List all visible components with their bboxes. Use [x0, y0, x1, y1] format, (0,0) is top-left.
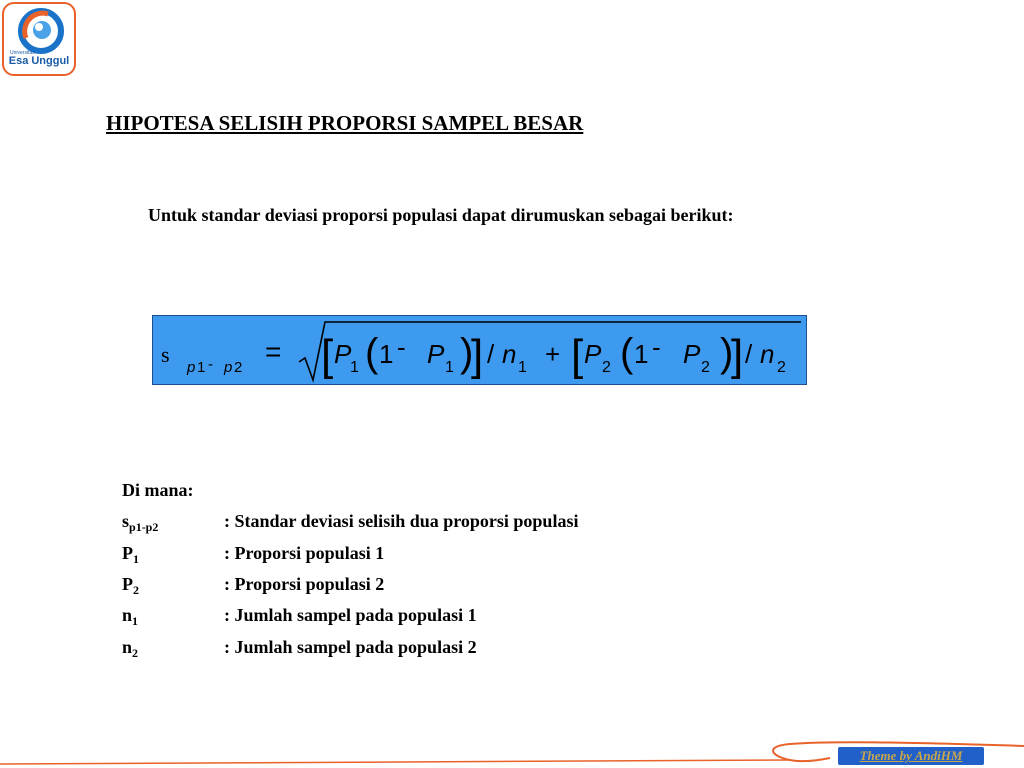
- formula-svg: [153, 316, 808, 386]
- formula-plus: +: [545, 339, 561, 369]
- definition-symbol: $n_1$: [122, 605, 139, 628]
- formula-minus-2: -: [652, 332, 661, 362]
- definition-description: : Standar deviasi selisih dua proporsi populasi: [224, 511, 579, 531]
- formula-open-paren-1: (: [365, 331, 379, 375]
- definition-description: : Proporsi populasi 2: [224, 574, 385, 594]
- definition-description: : Proporsi populasi 1: [224, 543, 385, 563]
- definition-row: [122, 605, 822, 635]
- definition-symbol: $n_2$: [122, 637, 139, 660]
- formula-sub-n2: 2: [777, 359, 786, 376]
- logo-emblem-icon: [18, 8, 64, 54]
- formula-slash-1: /: [487, 339, 495, 369]
- formula-sub-p2: p: [224, 359, 233, 376]
- formula-sub-P1-a: 1: [350, 359, 359, 376]
- intro-text: Untuk standar deviasi proporsi populasi dapat dirumuskan sebagai berikut:: [148, 205, 734, 225]
- formula-open-bracket-2: [: [571, 331, 584, 380]
- definition-symbol: $s_{p1-p2}$: [122, 511, 159, 534]
- formula-P1-a: P: [334, 339, 352, 369]
- formula-minus-1: -: [397, 332, 406, 362]
- formula-one-2: 1: [634, 339, 649, 369]
- definition-row: [122, 637, 822, 667]
- definition-row: [122, 543, 822, 573]
- formula-sub-n1: 1: [518, 359, 527, 376]
- logo-university-name: Esa Unggul: [8, 55, 70, 67]
- formula-one-1: 1: [379, 339, 394, 369]
- formula-open-bracket-1: [: [321, 331, 334, 380]
- logo-small-text: Universitas: [10, 50, 35, 56]
- formula-s: s: [161, 342, 170, 367]
- formula-slash-2: /: [745, 339, 753, 369]
- page-title: HIPOTESA SELISIH PROPORSI SAMPEL BESAR: [106, 111, 584, 135]
- formula-close-bracket-2: ]: [731, 331, 744, 380]
- formula-box: [152, 315, 807, 385]
- formula-close-bracket-1: ]: [471, 331, 484, 380]
- formula-sub-P1-b: 1: [445, 359, 454, 376]
- formula-sub-P2-b: 2: [701, 359, 710, 376]
- formula-sub-p1: p: [187, 359, 196, 376]
- formula-P2-a: P: [584, 339, 602, 369]
- formula-P1-b: P: [427, 339, 445, 369]
- formula-n2: n: [760, 339, 775, 369]
- formula-P2-b: P: [683, 339, 701, 369]
- theme-credit-badge: Theme by AndiHM: [838, 747, 984, 765]
- formula-close-paren-1: ): [460, 331, 474, 375]
- formula-equals: =: [265, 336, 282, 367]
- definitions-heading: Di mana:: [122, 480, 194, 500]
- definition-description: : Jumlah sampel pada populasi 2: [224, 637, 477, 657]
- formula-close-paren-2: ): [720, 331, 734, 375]
- definition-symbol: $P_1$: [122, 543, 139, 566]
- formula-sub-2: 2: [234, 359, 243, 376]
- formula-sub-1: 1: [197, 359, 206, 376]
- formula-open-paren-2: (: [620, 331, 634, 375]
- definition-symbol: $P_2$: [122, 574, 139, 597]
- formula-sub-P2-a: 2: [602, 359, 611, 376]
- formula-sub-minus: -: [208, 356, 213, 373]
- university-logo: [2, 2, 76, 76]
- definition-description: : Jumlah sampel pada populasi 1: [224, 605, 477, 625]
- formula-n1: n: [502, 339, 517, 369]
- definition-row: [122, 574, 822, 604]
- definition-row: [122, 511, 822, 541]
